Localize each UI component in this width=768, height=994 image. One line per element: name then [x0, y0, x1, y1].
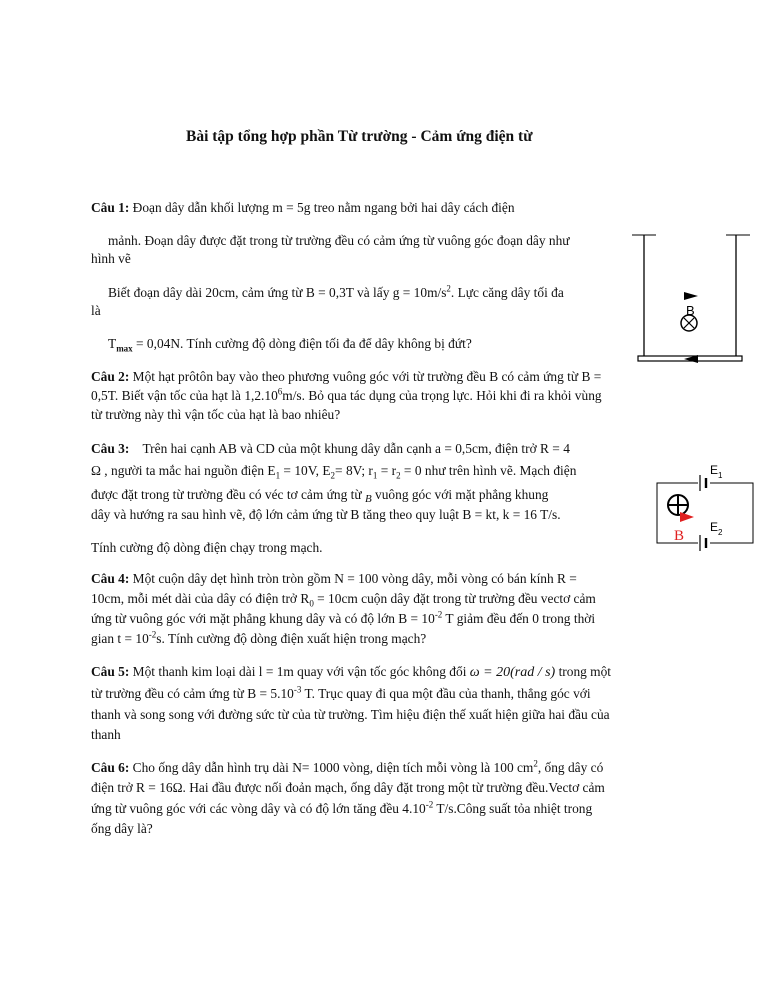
question-5-line-1: Câu 5: Một thanh kim loại dài l = 1m quay với vận tốc góc không đổi ω = 20(rad / s) trong một [91, 664, 612, 680]
question-6-line-3: ứng từ vuông góc với các vòng dây và có độ lớn tăng đều $4.10^{-2}$ T/s.Công suất tỏa nhiệt trong [91, 799, 593, 816]
question-6-label: Câu 6: [91, 760, 130, 775]
vector-b-symbol: B [364, 493, 372, 505]
math-omega: ω = 20(rad / s) [469, 665, 556, 680]
question-6-line-4: ống dây là? [91, 821, 153, 836]
question-1-line-4: Biết đoạn dây dài 20cm, cảm ứng từ B = 0,3T và lấy $g = 10m/s^2$. Lực căng dây tối đa [108, 283, 564, 300]
question-3-line-2: Ω , người ta mắc hai nguồn điện $E_1 = 10V$, $E_2= 8V$; $r_1 = r_2 = 0$ như trên hình vẽ. Mạch điện [91, 463, 577, 481]
question-3-line-4: dây và hướng ra sau hình vẽ, độ lớn cảm ứng từ B tăng theo quy luật B = kt, k = 16 T/s. [91, 507, 561, 522]
field-b-label: B [674, 528, 685, 544]
field-arrow-icon [680, 512, 694, 522]
figure-circuit [650, 460, 760, 555]
question-1-line-2: mảnh. Đoạn dây được đặt trong từ trường đều có cảm ứng từ vuông góc đoạn dây như [108, 233, 570, 248]
question-1-line-6: $T_{max} = 0,04N$. Tính cường độ dòng điện tối đa để dây không bị đứt? [108, 336, 472, 354]
question-1-label: Câu 1: [91, 200, 130, 215]
question-3-label: Câu 3: [91, 441, 130, 456]
source-e1-label: $E_1$ [710, 463, 723, 480]
source-e2-label: $E_2$ [710, 520, 723, 537]
question-2-line-3: từ trường này thì vận tốc của hạt là bao nhiêu? [91, 407, 341, 422]
question-6-line-2: điện trở R = 16Ω. Hai đầu được nối đoản mạch, ống dây đặt trong một từ trường đều.Vectơ cảm [91, 780, 605, 795]
question-3-line-1: Câu 3: Trên hai cạnh AB và CD của một khung dây dẫn cạnh a = 0,5cm, điện trở R = 4 [91, 441, 570, 456]
question-3-line-5: Tính cường độ dòng điện chạy trong mạch. [91, 540, 323, 555]
question-4-line-2: 10cm, mỗi mét dài của dây có điện trở $R_0 = 10cm$ cuộn dây đặt trong từ trường đều vectơ cảm [91, 591, 596, 609]
question-1-line-3: hình vẽ [91, 251, 131, 266]
field-arrow-icon [684, 292, 698, 300]
question-6-line-1: Câu 6: Cho ống dây dẫn hình trụ dài N= 1000 vòng, diện tích mỗi vòng là 100 $cm^2$, ống dây có [91, 758, 604, 775]
question-5-label: Câu 5: [91, 664, 130, 679]
question-5-line-4: thanh [91, 727, 121, 742]
field-b-label: B [686, 303, 695, 318]
question-1-line-1: Câu 1: Đoạn dây dẫn khối lượng m = 5g treo nằm ngang bởi hai dây cách điện [91, 200, 515, 215]
question-2-label: Câu 2: [91, 369, 130, 384]
question-3-line-3: được đặt trong từ trường đều có véc tơ cảm ứng từ $_B$ vuông góc với mặt phẳng khung [91, 487, 549, 505]
question-1-line-5: là [91, 303, 101, 318]
page-title: Bài tập tổng hợp phần Từ trường - Cảm ứng điện từ [186, 128, 533, 145]
question-4-line-4: gian $t = 10^{-2}s$. Tính cường độ dòng điện xuất hiện trong mạch? [91, 629, 427, 646]
question-4-line-3: ứng từ vuông góc với mặt phẳng khung dây và có độ lớn $B = 10^{-2}$ T giảm đều đến 0 trong thời [91, 609, 596, 626]
question-2-line-1: Câu 2: Một hạt prôtôn bay vào theo phương vuông góc với từ trường đều B có cảm ứng từ B = [91, 369, 602, 384]
question-2-line-2: 0,5T. Biết vận tốc của hạt là 1,2.10$^6$m/s. Bỏ qua tác dụng của trọng lực. Hỏi khi đi ra khỏi vùng [91, 386, 602, 403]
question-4-line-1: Câu 4: Một cuộn dây dẹt hình tròn tròn gồm N = 100 vòng dây, mỗi vòng có bán kính R = [91, 571, 577, 586]
question-5-line-2: từ trường đều có cảm ứng từ $B = 5.10^{-3}$ T. Trục quay đi qua một đầu của thanh, thẳng góc với [91, 684, 591, 701]
question-4-label: Câu 4: [91, 571, 130, 586]
question-5-line-3: thanh và song song với đường sức từ của từ trường. Tìm hiệu điện thế xuất hiện giữa hai đầu của [91, 707, 610, 722]
figure-hanging-wire [632, 228, 752, 368]
